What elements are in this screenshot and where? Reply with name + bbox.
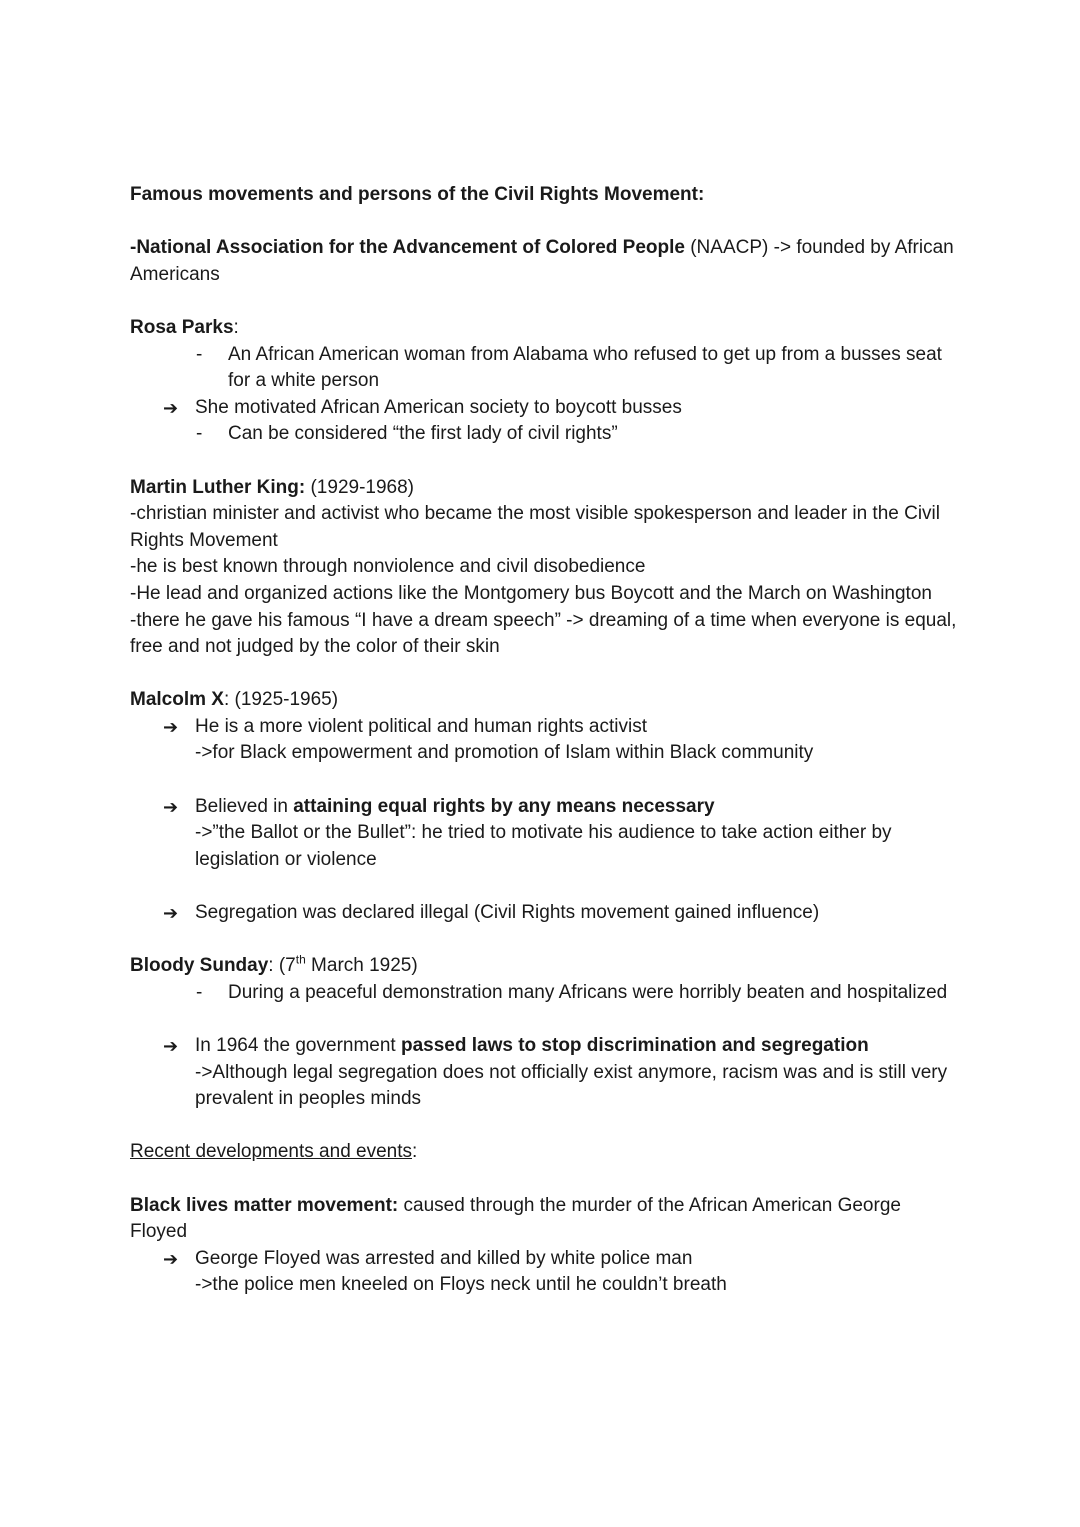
page-title: Famous movements and persons of the Civil Rights Movement: (130, 184, 705, 205)
arrow-icon: ➔ (163, 397, 179, 418)
rosa-bullet-1: - An African American woman from Alabama who refused to get up from a busses seat for a white person (196, 343, 942, 392)
malcolm-arrow-3: ➔ Segregation was declared illegal (Civil Rights movement gained influence) (130, 900, 960, 927)
arrow-icon: ➔ (163, 903, 179, 924)
naacp-entry (130, 235, 960, 288)
arrow-icon: ➔ (163, 1248, 179, 1269)
arrow-icon: ➔ (163, 716, 179, 737)
mlk-line-3: -He lead and organized actions like the Montgomery bus Boycott and the March on Washington (130, 582, 932, 604)
document-page (130, 182, 960, 1299)
mlk-line-4: -there he gave his famous “I have a dream speech” -> dreaming of a time when everyone is equal, free and not judged by the color of their skin (130, 609, 957, 658)
blm-arrow-1: ➔ George Floyed was arrested and killed by white police man (130, 1246, 960, 1273)
arrow-icon: ➔ (163, 1036, 179, 1056)
arrow-icon: ➔ (163, 796, 179, 817)
malcolm-sub-1: ->for Black empowerment and promotion of Islam within Black community (195, 742, 814, 764)
rosa-heading: Rosa Parks: (130, 316, 239, 338)
bloody-sunday-bullet-1: - During a peaceful demonstration many Africans were horribly beaten and hospitalized (196, 981, 948, 1003)
rosa-arrow-1: ➔ She motivated African American society to boycott busses (130, 395, 960, 422)
recent-heading: Recent developments and events: (130, 1141, 418, 1163)
malcolm-sub-2: ->”the Ballot or the Bullet”: he tried to motivate his audience to take action either by legislation or violence (195, 822, 892, 870)
malcolm-heading: Malcolm X: (1925-1965) (130, 689, 339, 711)
bloody-sunday-sub-1: ->Although legal segregation does not officially exist anymore, racism was and is still very prevalent in peoples minds (195, 1061, 948, 1110)
mlk-heading: Martin Luther King: (1929-1968) (130, 476, 414, 498)
mlk-line-2: -he is best known through nonviolence and civil disobedience (130, 556, 646, 578)
rosa-bullet-2: - Can be considered “the first lady of civil rights” (196, 423, 618, 445)
bloody-sunday-heading: Bloody Sunday: (7th March 1925) (130, 952, 418, 977)
naacp-text: (NAACP) -> founded by African Americans (130, 237, 954, 285)
naacp-name: -National Association for the Advancement of Colored People (130, 237, 685, 259)
malcolm-arrow-1: ➔ He is a more violent political and human rights activist (130, 714, 960, 741)
malcolm-arrow-2: ➔ Believed in attaining equal rights by any means necessary (130, 794, 960, 821)
blm-sub-1: ->the police men kneeled on Floys neck until he couldn’t breath (195, 1274, 727, 1296)
blm-entry: Black lives matter movement: caused through the murder of the African American George Floyed (130, 1194, 901, 1243)
bloody-sunday-arrow-1: ➔ In 1964 the government passed laws to stop discrimination and segregation (130, 1033, 960, 1060)
mlk-line-1: -christian minister and activist who became the most visible spokesperson and leader in the Civil Rights Movement (130, 503, 940, 551)
